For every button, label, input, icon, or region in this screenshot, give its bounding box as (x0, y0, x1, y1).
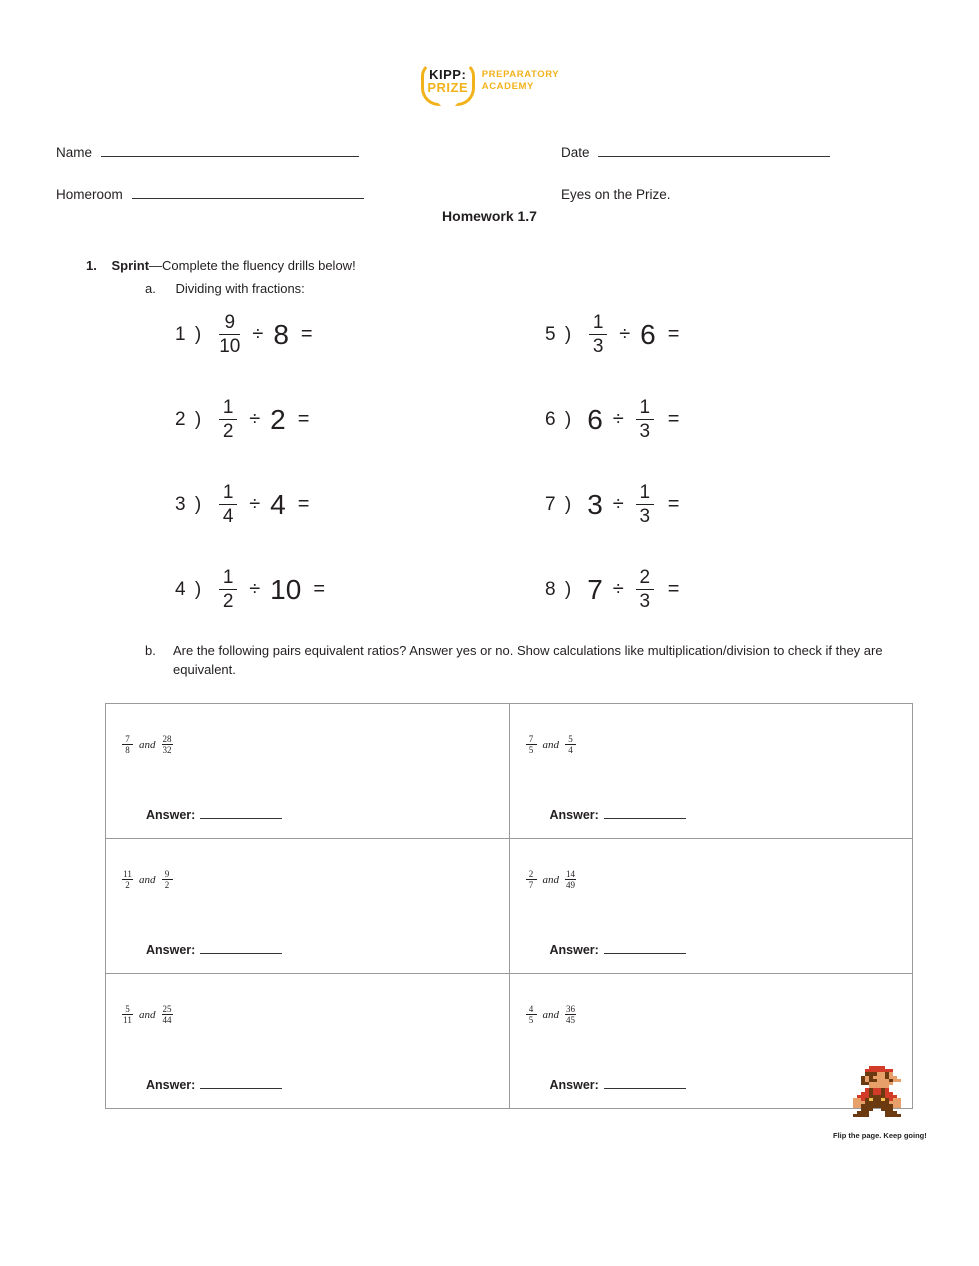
fraction (565, 869, 576, 890)
equals-sign: = (667, 323, 680, 345)
denominator: 5 (526, 744, 537, 755)
logo-line-1: PREPARATORY (481, 69, 560, 80)
numerator: 9 (224, 312, 236, 333)
denominator: 5 (526, 1014, 537, 1025)
ratio-pair (120, 1004, 509, 1025)
numerator: 9 (164, 869, 170, 879)
whole-number: 6 (587, 403, 603, 435)
equals-sign: = (300, 323, 313, 345)
answer-input-line[interactable] (200, 942, 282, 954)
denominator: 10 (219, 336, 241, 357)
sprint-problem (545, 482, 679, 527)
denominator: 45 (566, 1015, 575, 1025)
table-row (106, 839, 913, 974)
denominator: 3 (636, 419, 654, 442)
fraction (634, 567, 656, 612)
denominator: 2 (219, 419, 237, 442)
division-operator: ÷ (249, 493, 261, 515)
fraction (162, 734, 173, 755)
footer-note: Flip the page. Keep going! (833, 1131, 927, 1140)
item-1-bold-label: Sprint (111, 258, 150, 273)
fraction (217, 482, 239, 527)
item-1a-text: Dividing with fractions: (175, 281, 305, 296)
denominator: 4 (565, 744, 576, 755)
ratio-pair (120, 869, 509, 890)
answer-row (146, 1077, 282, 1092)
ratio-cell[interactable] (509, 704, 913, 839)
sprint-problem (175, 312, 313, 357)
sprint-problem (175, 397, 309, 442)
item-1a-label: a. (145, 281, 156, 296)
item-1a-row (145, 281, 305, 296)
answer-input-line[interactable] (604, 1077, 686, 1089)
division-operator: ÷ (619, 323, 631, 345)
ratio-cell[interactable] (106, 839, 510, 974)
date-label: Date (561, 145, 590, 160)
and-word: and (139, 738, 156, 751)
numerator: 4 (528, 1004, 534, 1014)
sprint-problem (545, 567, 679, 612)
and-word: and (139, 873, 156, 886)
numerator: 1 (639, 397, 651, 418)
and-word: and (139, 1008, 156, 1021)
laurel-wreath-icon (420, 58, 476, 104)
sprint-problem (545, 312, 679, 357)
fraction (634, 397, 656, 442)
denominator: 2 (122, 879, 133, 890)
division-operator: ÷ (249, 408, 261, 430)
item-1-number: 1. (86, 258, 97, 273)
denominator: 3 (636, 504, 654, 527)
and-word: and (542, 873, 559, 886)
fraction (122, 734, 133, 755)
answer-row (550, 807, 686, 822)
answer-row (146, 807, 282, 822)
sprint-problem (175, 482, 309, 527)
numerator: 1 (222, 567, 234, 588)
school-logo (0, 58, 979, 104)
name-input-line[interactable] (101, 145, 359, 157)
problem-number: 1 ) (175, 323, 204, 345)
numerator: 2 (528, 869, 534, 879)
item-1b-text: Are the following pairs equivalent ratios? Answer yes or no. Show calculations like multiplication/division to check if they are equivalent. (173, 643, 883, 677)
answer-label: Answer: (146, 943, 196, 957)
whole-number: 7 (587, 573, 603, 605)
and-word: and (542, 738, 559, 751)
denominator: 44 (162, 1015, 172, 1025)
page-title: Homework 1.7 (442, 208, 537, 224)
ratio-cell[interactable] (509, 974, 913, 1109)
denominator: 8 (122, 744, 133, 755)
denominator: 3 (636, 589, 654, 612)
item-1-row (86, 258, 356, 273)
denominator: 2 (162, 879, 173, 890)
sprint-problems (0, 300, 979, 620)
answer-label: Answer: (146, 808, 196, 822)
table-row (106, 974, 913, 1109)
logo-prize-text: PRIZE (427, 79, 469, 95)
homeroom-field-row (56, 187, 364, 202)
ratio-table-body (106, 704, 913, 1109)
whole-number: 4 (270, 488, 286, 520)
problem-number: 5 ) (545, 323, 574, 345)
equals-sign: = (667, 408, 680, 430)
answer-label: Answer: (549, 808, 599, 822)
numerator: 1 (592, 312, 604, 333)
answer-input-line[interactable] (604, 807, 686, 819)
denominator: 49 (566, 880, 575, 890)
ratio-cell[interactable] (509, 839, 913, 974)
answer-label: Answer: (549, 943, 599, 957)
equals-sign: = (313, 578, 326, 600)
fraction (122, 869, 133, 890)
answer-row (550, 1077, 686, 1092)
numerator: 7 (125, 734, 130, 744)
fraction (162, 869, 173, 890)
mario-sprite-icon (853, 1066, 901, 1118)
name-field-row (56, 145, 359, 160)
ratio-pair (524, 1004, 913, 1025)
numerator: 36 (566, 1004, 575, 1014)
equals-sign: = (297, 493, 310, 515)
ratio-pair (524, 869, 913, 890)
division-operator: ÷ (252, 323, 264, 345)
answer-input-line[interactable] (200, 807, 282, 819)
denominator: 4 (219, 504, 237, 527)
answer-row (550, 942, 686, 957)
whole-number: 8 (273, 318, 289, 350)
sprint-problem (175, 567, 325, 612)
fraction (565, 734, 576, 755)
numerator: 14 (566, 869, 575, 879)
whole-number: 6 (640, 318, 656, 350)
problem-number: 2 ) (175, 408, 204, 430)
numerator: 1 (222, 397, 234, 418)
sprint-problem (545, 397, 679, 442)
date-field-row (561, 145, 830, 160)
item-1b-label: b. (145, 643, 156, 658)
ratio-pair (120, 734, 509, 755)
answer-label: Answer: (146, 1078, 196, 1092)
answer-input-line[interactable] (604, 942, 686, 954)
answer-label: Answer: (549, 1078, 599, 1092)
answer-row (146, 942, 282, 957)
ratio-pair (524, 734, 913, 755)
fraction (565, 1004, 576, 1025)
fraction (587, 312, 609, 357)
fraction (526, 1004, 537, 1025)
table-row (106, 704, 913, 839)
division-operator: ÷ (612, 493, 624, 515)
numerator: 5 (125, 1004, 130, 1014)
denominator: 32 (162, 745, 172, 755)
fraction (122, 1004, 133, 1025)
numerator: 11 (123, 869, 132, 879)
name-label: Name (56, 145, 93, 160)
fraction (526, 869, 537, 890)
numerator: 1 (222, 482, 234, 503)
fraction (217, 567, 239, 612)
denominator: 2 (219, 589, 237, 612)
homeroom-label: Homeroom (56, 187, 123, 202)
fraction (162, 1004, 173, 1025)
numerator: 2 (639, 567, 651, 588)
numerator: 28 (162, 734, 172, 744)
item-1b-row (145, 641, 917, 679)
ratio-cell[interactable] (106, 974, 510, 1109)
numerator: 1 (639, 482, 651, 503)
problem-number: 3 ) (175, 493, 204, 515)
motto-text: Eyes on the Prize. (561, 187, 671, 202)
problem-number: 4 ) (175, 578, 204, 600)
equals-sign: = (667, 578, 680, 600)
equals-sign: = (297, 408, 310, 430)
division-operator: ÷ (612, 408, 624, 430)
equivalent-ratios-table (105, 703, 913, 1109)
fraction (217, 397, 239, 442)
denominator: 3 (589, 334, 607, 357)
logo-kipp-text: KIPP: (429, 66, 467, 82)
division-operator: ÷ (249, 578, 261, 600)
date-input-line[interactable] (598, 145, 830, 157)
fraction (217, 312, 242, 357)
problem-number: 6 ) (545, 408, 574, 430)
item-1-text: —Complete the fluency drills below! (149, 258, 356, 273)
fraction (526, 734, 537, 755)
denominator: 7 (526, 879, 537, 890)
whole-number: 10 (270, 573, 302, 605)
and-word: and (542, 1008, 559, 1021)
homeroom-input-line[interactable] (132, 187, 364, 199)
whole-number: 2 (270, 403, 286, 435)
fraction (634, 482, 656, 527)
numerator: 5 (568, 734, 573, 744)
answer-input-line[interactable] (200, 1077, 282, 1089)
ratio-cell[interactable] (106, 704, 510, 839)
logo-line-2: ACADEMY (481, 81, 534, 92)
problem-number: 8 ) (545, 578, 574, 600)
whole-number: 3 (587, 488, 603, 520)
division-operator: ÷ (612, 578, 624, 600)
problem-number: 7 ) (545, 493, 574, 515)
numerator: 7 (528, 734, 534, 744)
denominator: 11 (123, 1015, 132, 1025)
numerator: 25 (162, 1004, 172, 1014)
equals-sign: = (667, 493, 680, 515)
